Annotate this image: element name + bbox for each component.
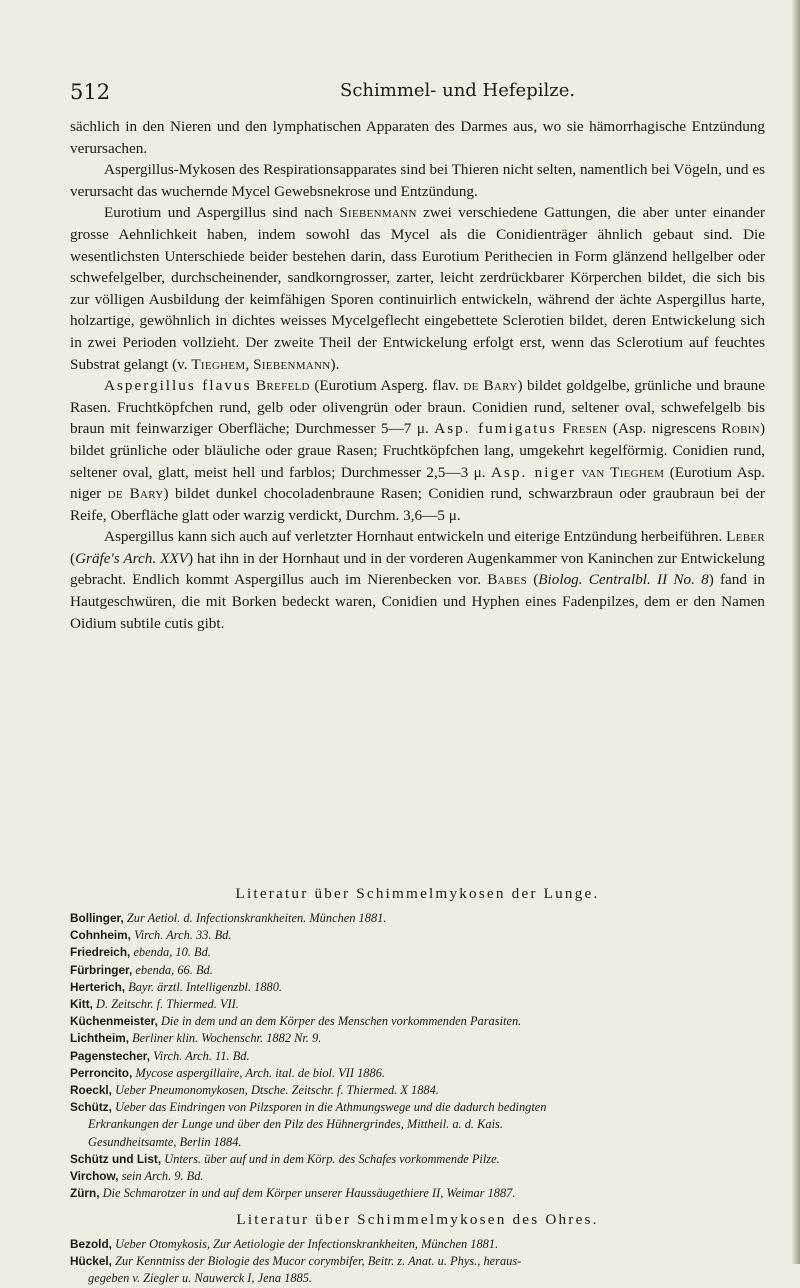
literature-reference: D. Zeitschr. f. Thiermed. VII. bbox=[96, 997, 239, 1012]
literature-reference: Ueber Pneumonomykosen, Dtsche. Zeitschr. f. Thiermed. X 1884. bbox=[115, 1083, 439, 1098]
literature-reference: ebenda, 10. Bd. bbox=[133, 945, 211, 960]
literature-reference: Virch. Arch. 11. Bd. bbox=[153, 1048, 250, 1063]
literature-reference: sein Arch. 9. Bd. bbox=[121, 1169, 204, 1184]
literature-author: Pagenstecher, bbox=[70, 1048, 150, 1063]
literature-author: Hückel, bbox=[70, 1254, 112, 1269]
literature-entry bbox=[70, 1253, 780, 1270]
page-header bbox=[0, 80, 800, 110]
literature-entry bbox=[70, 1048, 780, 1065]
literature-entry bbox=[70, 1168, 780, 1185]
literature-author: Lichtheim, bbox=[70, 1031, 129, 1046]
body-text bbox=[70, 116, 765, 634]
literature-entry bbox=[70, 1185, 780, 1202]
author-tieghem: Tieghem bbox=[191, 355, 246, 373]
literature-reference: Ueber Otomykosis, Zur Aetiologie der Infectionskrankheiten, München 1881. bbox=[115, 1237, 499, 1251]
literature-reference: Berliner klin. Wochenschr. 1882 Nr. 9. bbox=[132, 1031, 322, 1046]
literature-entry bbox=[70, 962, 780, 979]
literature-reference: Erkrankungen der Lunge und über den Pilz des Hühnergrindes, Mittheil. a. d. Kais. bbox=[88, 1117, 503, 1132]
literature-author: Kitt, bbox=[70, 997, 93, 1012]
literature-author: Zürn, bbox=[70, 1186, 100, 1201]
species-fumigatus: Asp. fumigatus bbox=[434, 420, 557, 438]
literature-reference: Ueber das Eindringen von Pilzsporen in die Athmungswege und die dadurch bedingten bbox=[115, 1100, 547, 1115]
author-siebenmann-2: Siebenmann bbox=[253, 355, 331, 373]
species-niger: Asp. niger bbox=[490, 463, 576, 481]
literature-reference: Unters. über auf und in dem Körp. des Schafes vorkommende Pilze. bbox=[164, 1151, 500, 1166]
literature-ear-heading: Literatur über Schimmelmykosen des Ohres. bbox=[236, 1211, 599, 1228]
literature-author: Fürbringer, bbox=[70, 962, 133, 977]
literature-ear-list bbox=[70, 1236, 780, 1288]
literature-author: Schütz und List, bbox=[70, 1151, 162, 1166]
literature-reference: Virch. Arch. 33. Bd. bbox=[134, 928, 232, 943]
paragraph-4: Aspergillus flavus Brefeld (Eurotium Asperg. flav. de Bary) bildet goldgelbe, grünliche und braune Rasen. Fruchtköpfchen rund, gelb oder olivengrün oder braun. Conidien rund, seltener oval, schwefelgelb bis braun mit feinwarziger Oberfläche; Durchmesser 5—7 μ. Asp. fumigatus Fresen (Asp. nigrescens Robin) bildet grünliche oder bläuliche oder graue Rasen; Fruchtköpfchen lang, umgekehrt kegelförmig. Conidien rund, seltener oval, glatt, meist hell und farblos; Durchmesser 2,5—3 μ. Asp. niger van Tieghem (Eurotium Asp. niger de Bary) bildet dunkel chocoladenbraune Rasen; Conidien rund, schwarzbraun oder graubraun bei der Reife, Oberfläche glatt oder warzig verdickt, Durchm. 3,6—5 μ. bbox=[70, 377, 765, 524]
literature-entry bbox=[70, 1065, 780, 1082]
literature-lung-list bbox=[70, 910, 780, 1202]
species-flavus: Aspergillus flavus bbox=[104, 377, 252, 395]
literature-reference: Die in dem und an dem Körper des Menschen vorkommenden Parasiten. bbox=[160, 1014, 522, 1029]
literature-author: Herterich, bbox=[70, 979, 126, 994]
literature-entry bbox=[70, 910, 780, 927]
literature-entry bbox=[70, 1236, 780, 1253]
literature-entry bbox=[70, 979, 780, 996]
literature-reference: Zur Aetiol. d. Infectionskrankheiten. München 1881. bbox=[126, 911, 387, 925]
literature-author: Schütz, bbox=[70, 1100, 112, 1115]
literature-entry bbox=[70, 944, 780, 961]
page-number: 512 bbox=[70, 80, 111, 104]
literature-lung-heading: Literatur über Schimmelmykosen der Lunge. bbox=[235, 885, 600, 902]
page-edge-shadow bbox=[792, 0, 800, 1264]
literature-author: Cohnheim, bbox=[70, 928, 131, 943]
literature-reference: gegeben v. Ziegler u. Nauwerck I, Jena 1885. bbox=[88, 1271, 312, 1286]
literature-reference: Zur Kenntniss der Biologie des Mucor corymbifer, Beitr. z. Anat. u. Phys., heraus- bbox=[115, 1254, 522, 1269]
literature-entry bbox=[70, 1270, 780, 1287]
literature-author: Bezold, bbox=[70, 1237, 112, 1251]
literature-author: Perroncito, bbox=[70, 1065, 133, 1080]
paragraph-3: Eurotium und Aspergillus sind nach Siebenmann zwei verschiedene Gattungen, die aber unter einander grosse Aehnlichkeit haben, indem sowohl das Mycel als die Conidienträger ähnlich gebaut sind. Die wesentlichsten Unterschiede beider bestehen darin, dass Eurotium Perithecien in Form glänzend hellgelber oder schwefelgelber, durchscheinender, sandkorngrosser, zarter, leicht zerdrückbarer Körperchen bildet, die sich bis zur völligen Ausbildung der keimfähigen Sporen continuirlich entwickeln, während der ächte Aspergillus harte, holzartige, gewöhnlich in dichtes weisses Mycelgeflecht eingebettete Sclerotien bildet, deren Entwickelung sich in zwei Perioden vollzieht. Der zweite Theil der Entwickelung erfolgt erst, wenn das Sclerotium auf feuchtes Substrat gelangt (v. Tieghem, Siebenmann). bbox=[70, 204, 765, 373]
literature-author: Bollinger, bbox=[70, 911, 124, 925]
literature-reference: Die Schmarotzer in und auf dem Körper unserer Haussäugethiere II, Weimar 1887. bbox=[102, 1186, 516, 1201]
literature-entry bbox=[70, 1134, 780, 1151]
paragraph-5: Aspergillus kann sich auch auf verletzter Hornhaut entwickeln und eiterige Entzündung herbeiführen. Leber (Gräfe's Arch. XXV) hat ihn in der Hornhaut und in der vorderen Augenkammer von Kaninchen zur Entwickelung gebracht. Endlich kommt Aspergillus auch im Nierenbecken vor. Babes (Biolog. Centralbl. II No. 8) fand in Hautgeschwüren, die mit Borken bedeckt waren, Conidien und Hyphen eines Fadenpilzes, dem er den Namen Oidium subtile cutis gibt. bbox=[70, 528, 765, 632]
literature-reference: Gesundheitsamte, Berlin 1884. bbox=[88, 1134, 242, 1149]
literature-entry bbox=[70, 996, 780, 1013]
literature-entry bbox=[70, 1030, 780, 1047]
literature-entry bbox=[70, 1013, 780, 1030]
literature-entry bbox=[70, 1116, 780, 1133]
literature-author: Küchenmeister, bbox=[70, 1014, 158, 1029]
literature-entry bbox=[70, 927, 780, 944]
paragraph-1: sächlich in den Nieren und den lymphatischen Apparaten des Darmes aus, wo sie hämorrhagische Entzündung verursachen. bbox=[70, 118, 765, 157]
literature-reference: ebenda, 66. Bd. bbox=[135, 962, 213, 977]
literature-entry bbox=[70, 1099, 780, 1116]
paragraph-2: Aspergillus-Mykosen des Respirationsapparates sind bei Thieren nicht selten, namentlich bei Vögeln, und es verursacht das wuchernde Mycel Gewebsnekrose und Entzündung. bbox=[70, 161, 765, 200]
literature-entry bbox=[70, 1151, 780, 1168]
literature-author: Roeckl, bbox=[70, 1083, 112, 1098]
literature-author: Friedreich, bbox=[70, 945, 131, 960]
running-title: Schimmel- und Hefepilze. bbox=[340, 80, 576, 101]
author-siebenmann: Siebenmann bbox=[339, 204, 417, 222]
literature-reference: Mycose aspergillaire, Arch. ital. de biol. VII 1886. bbox=[135, 1065, 385, 1080]
literature-entry bbox=[70, 1082, 780, 1099]
literature-reference: Bayr. ärztl. Intelligenzbl. 1880. bbox=[128, 979, 283, 994]
literature-author: Virchow, bbox=[70, 1169, 119, 1184]
